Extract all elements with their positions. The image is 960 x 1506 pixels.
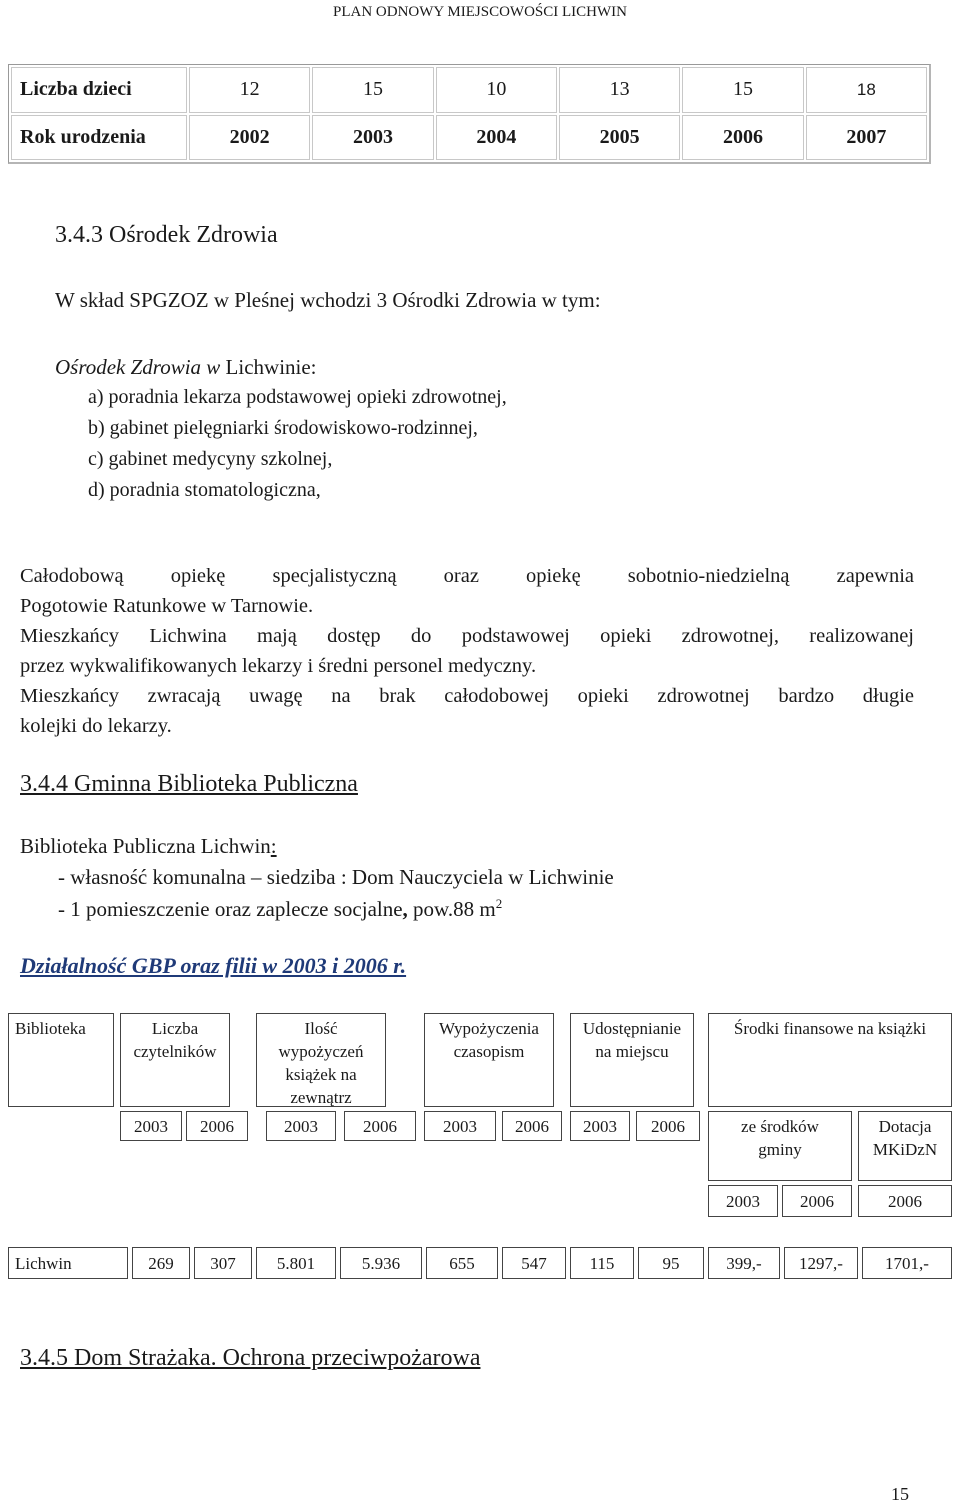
header-mkidzn xyxy=(858,1111,952,1181)
library-bullet-1: - własność komunalna – siedziba : Dom Nauczyciela w Lichwinie xyxy=(58,865,614,889)
header-biblioteka xyxy=(8,1013,114,1107)
table-cell: 2003 xyxy=(312,115,433,161)
year-cell: 2006 xyxy=(344,1111,416,1141)
table-row xyxy=(11,67,927,113)
health-subtitle-italic: Ośrodek Zdrowia w xyxy=(55,355,221,379)
paragraph-line: przez wykwalifikowanych lekarzy i średni personel medyczny. xyxy=(20,655,537,677)
paragraph-line: Całodobową opiekę specjalistyczną oraz opiekę sobotnio-niedzielną zapewnia xyxy=(20,565,914,587)
header-text: Liczba xyxy=(151,1019,199,1038)
bullet2-tail: pow.88 m xyxy=(407,897,496,921)
year-cell: 2006 xyxy=(636,1111,700,1141)
header-text: Biblioteka xyxy=(15,1019,86,1038)
paragraph-line: Pogotowie Ratunkowe w Tarnowie. xyxy=(20,595,314,617)
section-title-text: 3.4.5 Dom Strażaka. Ochrona przeciwpożarowa xyxy=(20,1345,481,1371)
section-title-health: 3.4.3 Ośrodek Zdrowia xyxy=(55,222,278,248)
header-text: Ilość xyxy=(304,1019,338,1038)
header-text: gminy xyxy=(758,1140,802,1159)
health-subtitle-rest: Lichwinie: xyxy=(220,355,317,379)
table-cell: 1701,- xyxy=(862,1247,952,1279)
table-cell: 18 xyxy=(806,67,927,113)
bullet2-comma: , xyxy=(402,897,408,921)
page-number: 15 xyxy=(891,1484,909,1504)
activity-title: Działalność GBP oraz filii w 2003 i 2006 r. xyxy=(20,953,407,978)
table-cell: 2002 xyxy=(189,115,310,161)
header-text: książek na xyxy=(285,1065,357,1084)
library-name-text: Biblioteka Publiczna Lichwin xyxy=(20,834,271,858)
paragraph-line: Mieszkańcy zwracają uwagę na brak całodobowej opieki zdrowotnej bardzo długie xyxy=(20,685,914,707)
list-item: c) gabinet medycyny szkolnej, xyxy=(88,448,333,470)
table-cell: 15 xyxy=(682,67,803,113)
section-title-library xyxy=(20,771,358,798)
table-cell: 399,- xyxy=(708,1247,780,1279)
health-subtitle xyxy=(55,355,317,380)
header-text: Środki finansowe na książki xyxy=(733,1019,927,1038)
year-cell: 2006 xyxy=(502,1111,562,1141)
header-text: Udostępnianie xyxy=(582,1019,682,1038)
year-cell: 2003 xyxy=(266,1111,336,1141)
table-cell: 2005 xyxy=(559,115,680,161)
table-cell: 2006 xyxy=(682,115,803,161)
table-cell: 307 xyxy=(194,1247,252,1279)
table-row xyxy=(11,115,927,161)
list-item: d) poradnia stomatologiczna, xyxy=(88,479,321,501)
paragraph-line: kolejki do lekarzy. xyxy=(20,715,172,737)
header-czytelnikow xyxy=(120,1013,230,1107)
table-cell: 10 xyxy=(436,67,557,113)
bullet2-text: - 1 pomieszczenie oraz zaplecze socjalne xyxy=(58,897,403,921)
library-name xyxy=(20,834,277,859)
table-cell: 2004 xyxy=(436,115,557,161)
header-text: Wypożyczenia xyxy=(439,1019,539,1038)
header-text: wypożyczeń xyxy=(278,1042,364,1061)
header-srodki xyxy=(708,1013,952,1107)
table-cell: 5.936 xyxy=(340,1247,422,1279)
list-item: a) poradnia lekarza podstawowej opieki zdrowotnej, xyxy=(88,386,507,408)
header-text: MKiDzN xyxy=(872,1140,938,1159)
list-item: b) gabinet pielęgniarki środowiskowo-rodzinnej, xyxy=(88,417,478,439)
row-label: Liczba dzieci xyxy=(11,67,187,113)
row-name-cell: Lichwin xyxy=(8,1247,128,1279)
health-intro: W skład SPGZOZ w Pleśnej wchodzi 3 Ośrodki Zdrowia w tym: xyxy=(55,288,601,312)
table-cell: 5.801 xyxy=(256,1247,336,1279)
fund-year-cell: 2006 xyxy=(782,1185,852,1217)
section-title-text: 3.4.4 Gminna Biblioteka Publiczna xyxy=(20,771,358,797)
header-text: Dotacja xyxy=(878,1117,932,1136)
library-name-colon: : xyxy=(270,834,277,858)
header-gmina xyxy=(708,1111,852,1181)
year-cell: 2003 xyxy=(120,1111,182,1141)
header-czasopism xyxy=(424,1013,554,1107)
table-cell: 655 xyxy=(426,1247,498,1279)
header-udostepnianie xyxy=(570,1013,694,1107)
fund-year-cell: 2006 xyxy=(858,1185,952,1217)
table-cell: 547 xyxy=(502,1247,566,1279)
year-cell: 2003 xyxy=(570,1111,630,1141)
table-cell: 115 xyxy=(570,1247,634,1279)
section-title-fire xyxy=(20,1345,480,1372)
year-cell: 2003 xyxy=(424,1111,496,1141)
header-text: na miejscu xyxy=(595,1042,669,1061)
health-paragraphs xyxy=(20,561,914,741)
header-text: zewnątrz xyxy=(290,1088,352,1107)
header-text: czytelników xyxy=(133,1042,217,1061)
table-cell: 15 xyxy=(312,67,433,113)
table-cell: 13 xyxy=(559,67,680,113)
paragraph-line: Mieszkańcy Lichwina mają dostęp do podstawowej opieki zdrowotnej, realizowanej xyxy=(20,625,914,647)
table-cell: 1297,- xyxy=(784,1247,858,1279)
table-cell: 2007 xyxy=(806,115,927,161)
row-label: Rok urodzenia xyxy=(11,115,187,161)
page-header: PLAN ODNOWY MIEJSCOWOŚCI LICHWIN xyxy=(332,4,627,20)
year-cell: 2006 xyxy=(186,1111,248,1141)
fund-year-cell: 2003 xyxy=(708,1185,778,1217)
library-bullet-2 xyxy=(58,896,502,922)
bullet2-sup: 2 xyxy=(495,896,503,911)
header-text: ze środków xyxy=(741,1117,819,1136)
table-cell: 269 xyxy=(132,1247,190,1279)
table-cell: 12 xyxy=(189,67,310,113)
children-table xyxy=(8,64,931,164)
table-cell: 95 xyxy=(638,1247,704,1279)
header-wypozyczen xyxy=(256,1013,386,1107)
header-text: czasopism xyxy=(453,1042,525,1061)
